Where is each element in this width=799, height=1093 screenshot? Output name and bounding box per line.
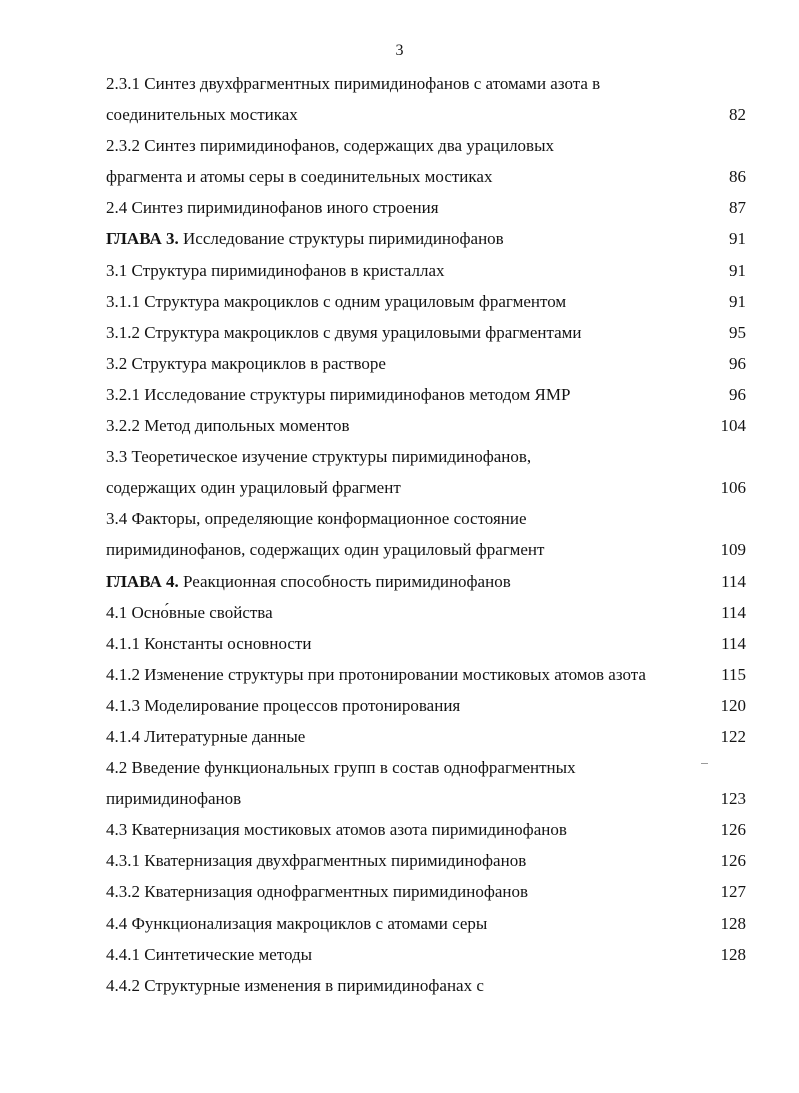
table-of-contents <box>106 68 746 1001</box>
toc-entry-title: 3.1 Структура пиримидинофанов в кристаллах <box>106 260 445 280</box>
toc-entry-title: 3.1.1 Структура макроциклов с одним урациловым фрагментом <box>106 291 567 311</box>
toc-line <box>106 628 746 659</box>
toc-entry-text <box>106 970 484 1001</box>
toc-page-number: 95 <box>729 322 746 342</box>
toc-entry-text <box>106 783 241 814</box>
toc-page-number: 126 <box>720 851 746 871</box>
toc-entry-title: 3.2.1 Исследование структуры пиримидинофанов методом ЯМР <box>106 384 571 404</box>
toc-entry-text <box>106 161 492 192</box>
toc-entry-title: 4.4 Функционализация макроциклов с атомами серы <box>106 913 488 933</box>
toc-entry-title: 3.1.2 Структура макроциклов с двумя урациловыми фрагментами <box>106 322 582 342</box>
toc-line <box>106 845 746 876</box>
toc-line <box>106 255 746 286</box>
toc-entry-text <box>106 845 526 876</box>
toc-entry-title: соединительных мостиках <box>106 105 298 125</box>
toc-entry-title: фрагмента и атомы серы в соединительных мостиках <box>106 167 493 187</box>
toc-line <box>106 130 746 161</box>
toc-page-number: 104 <box>720 416 746 436</box>
toc-entry-title: 4.1.4 Литературные данные <box>106 726 306 746</box>
toc-line <box>106 690 746 721</box>
toc-entry-title: пиримидинофанов, содержащих один урациловый фрагмент <box>106 540 545 560</box>
toc-line <box>106 68 746 99</box>
toc-page-number: 128 <box>720 944 746 964</box>
toc-entry-text <box>106 503 527 534</box>
toc-entry-title: 2.3.1 Синтез двухфрагментных пиримидинофанов с атомами азота в <box>106 74 601 93</box>
toc-line <box>106 659 746 690</box>
toc-line <box>106 99 746 130</box>
toc-entry-text <box>106 876 528 907</box>
toc-entry-text <box>106 534 544 565</box>
toc-line <box>106 503 746 534</box>
toc-line <box>106 472 746 503</box>
toc-entry-text <box>106 566 511 597</box>
toc-line <box>106 721 746 752</box>
toc-page-number: 109 <box>720 540 746 560</box>
toc-entry-text <box>106 286 566 317</box>
toc-page-number: 120 <box>720 695 746 715</box>
toc-page-number: 91 <box>729 229 746 249</box>
toc-line <box>106 597 746 628</box>
toc-page-number: 115 <box>721 664 746 684</box>
toc-entry-title: 2.4 Синтез пиримидинофанов иного строения <box>106 198 439 218</box>
toc-page-number: 126 <box>720 820 746 840</box>
toc-entry-title: 3.2 Структура макроциклов в растворе <box>106 353 386 373</box>
toc-entry-text <box>106 348 386 379</box>
toc-line <box>106 379 746 410</box>
toc-line <box>106 876 746 907</box>
toc-page-number: 91 <box>729 291 746 311</box>
toc-entry-text <box>106 317 582 348</box>
toc-entry-text <box>106 99 298 130</box>
scan-artifact <box>701 763 708 764</box>
page-number: 3 <box>395 42 404 59</box>
toc-entry-text <box>106 659 646 690</box>
toc-entry-text <box>106 690 460 721</box>
toc-entry-text <box>106 752 576 783</box>
chapter-label: ГЛАВА 4. <box>106 571 179 591</box>
toc-entry-text <box>106 410 350 441</box>
toc-page-number: 82 <box>729 105 746 125</box>
toc-entry-title: Реакционная способность пиримидинофанов <box>178 571 511 591</box>
toc-entry-title: 2.3.2 Синтез пиримидинофанов, содержащих два урациловых <box>106 136 555 156</box>
toc-line <box>106 410 746 441</box>
toc-page-number: 114 <box>721 602 746 622</box>
toc-entry-title: 3.3 Теоретическое изучение структуры пиримидинофанов, <box>106 447 532 467</box>
toc-entry-text <box>106 814 567 845</box>
toc-entry-title: 4.4.1 Синтетические методы <box>106 944 313 964</box>
toc-entry-text <box>106 441 531 472</box>
toc-entry-text <box>106 908 487 939</box>
toc-entry-text <box>106 255 445 286</box>
toc-page-number: 87 <box>729 198 746 218</box>
toc-entry-title: пиримидинофанов <box>106 789 242 809</box>
chapter-label: ГЛАВА 3. <box>106 229 179 249</box>
toc-page-number: 122 <box>720 726 746 746</box>
toc-line <box>106 223 746 254</box>
toc-line <box>106 752 746 783</box>
toc-line <box>106 317 746 348</box>
toc-entry-text <box>106 379 570 410</box>
toc-entry-title: содержащих один урациловый фрагмент <box>106 478 401 498</box>
toc-page-number: 114 <box>721 633 746 653</box>
toc-entry-title: 4.1 Осно́вные свойства <box>106 602 273 622</box>
toc-entry-title: 4.1.3 Моделирование процессов протонирования <box>106 695 461 715</box>
toc-line <box>106 192 746 223</box>
toc-entry-text <box>106 223 504 254</box>
toc-page-number: 96 <box>729 353 746 373</box>
toc-page-number: 86 <box>729 167 746 187</box>
toc-line <box>106 161 746 192</box>
toc-page-number: 123 <box>720 789 746 809</box>
toc-page-number: 96 <box>729 384 746 404</box>
toc-line <box>106 908 746 939</box>
toc-page-number: 128 <box>720 913 746 933</box>
toc-entry-text <box>106 721 305 752</box>
toc-line <box>106 814 746 845</box>
toc-line <box>106 939 746 970</box>
toc-entry-text <box>106 472 401 503</box>
toc-entry-text <box>106 130 554 161</box>
toc-line <box>106 286 746 317</box>
toc-entry-title: Исследование структуры пиримидинофанов <box>178 229 504 249</box>
toc-line <box>106 348 746 379</box>
toc-entry-text <box>106 628 311 659</box>
toc-line <box>106 534 746 565</box>
toc-page-number: 106 <box>720 478 746 498</box>
toc-entry-title: 4.3.1 Кватернизация двухфрагментных пиримидинофанов <box>106 851 527 871</box>
toc-entry-title: 4.1.1 Константы основности <box>106 633 312 653</box>
toc-line <box>106 970 746 1001</box>
toc-entry-title: 3.4 Факторы, определяющие конформационное состояние <box>106 509 527 529</box>
toc-entry-text <box>106 68 600 99</box>
toc-page-number: 114 <box>721 571 746 591</box>
toc-entry-title: 4.3.2 Кватернизация однофрагментных пиримидинофанов <box>106 882 529 902</box>
toc-entry-title: 4.4.2 Структурные изменения в пиримидинофанах с <box>106 975 484 995</box>
toc-entry-text <box>106 597 273 628</box>
toc-page-number: 127 <box>720 882 746 902</box>
toc-entry-text <box>106 192 439 223</box>
toc-entry-title: 4.2 Введение функциональных групп в состав однофрагментных <box>106 758 576 778</box>
toc-line <box>106 441 746 472</box>
toc-line <box>106 783 746 814</box>
toc-entry-title: 3.2.2 Метод дипольных моментов <box>106 416 350 436</box>
toc-line <box>106 566 746 597</box>
toc-entry-title: 4.3 Кватернизация мостиковых атомов азота пиримидинофанов <box>106 820 567 840</box>
toc-page-number: 91 <box>729 260 746 280</box>
toc-entry-title: 4.1.2 Изменение структуры при протонировании мостиковых атомов азота <box>106 664 646 684</box>
toc-entry-text <box>106 939 312 970</box>
